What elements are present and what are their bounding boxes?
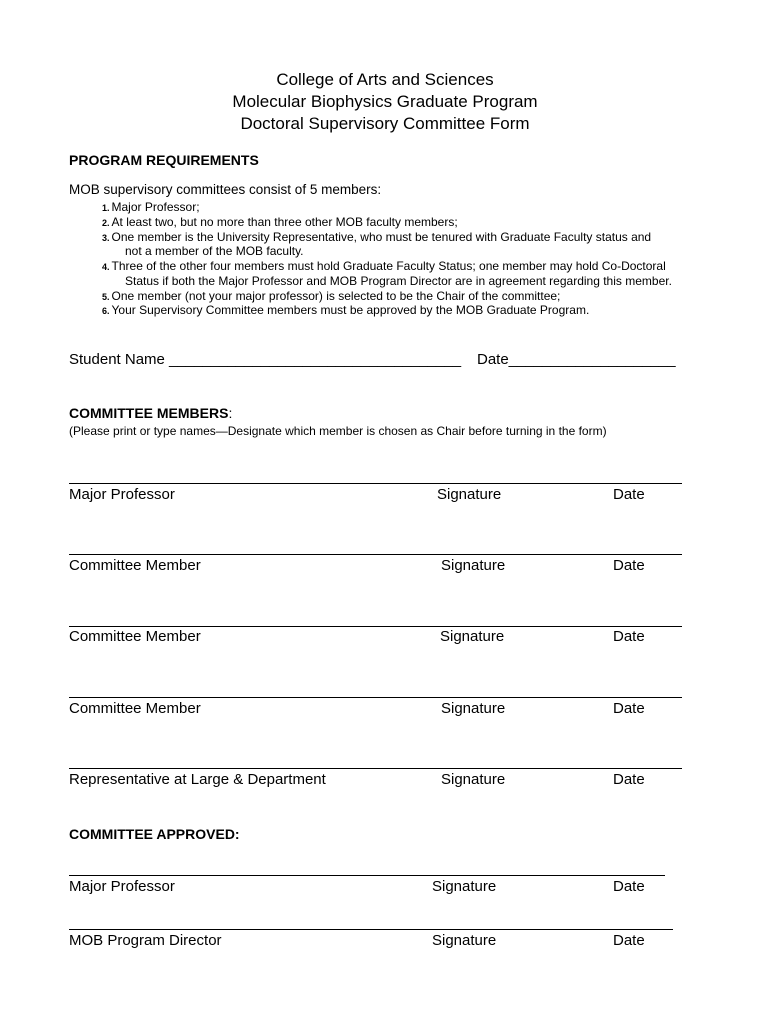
requirement-number: 1.	[102, 203, 110, 213]
committee-members-heading-colon: :	[228, 405, 233, 421]
requirement-number: 3.	[102, 233, 110, 243]
approved-row-date: Date	[613, 932, 645, 949]
requirement-continuation: not a member of the MOB faculty.	[125, 244, 304, 258]
committee-row-label: Major Professor	[69, 486, 175, 503]
requirement-item	[102, 259, 666, 273]
signature-line[interactable]	[69, 626, 682, 627]
program-requirements-heading: PROGRAM REQUIREMENTS	[69, 152, 259, 168]
signature-line[interactable]	[69, 697, 682, 698]
committee-row-signature: Signature	[441, 771, 506, 788]
committee-row-signature: Signature	[440, 628, 505, 645]
committee-row-label: Representative at Large & Department	[69, 771, 326, 788]
approved-row-date: Date	[613, 878, 645, 895]
requirement-text: One member is the University Representative, who must be tenured with Graduate Faculty status and	[111, 230, 652, 244]
committee-instructions: (Please print or type names—Designate which member is chosen as Chair before turning in the form)	[69, 424, 607, 438]
committee-approved-heading: COMMITTEE APPROVED:	[69, 826, 240, 842]
approved-row-signature: Signature	[432, 932, 497, 949]
signature-line[interactable]	[69, 768, 682, 769]
signature-line[interactable]	[69, 554, 682, 555]
requirement-text: One member (not your major professor) is selected to be the Chair of the committee;	[111, 289, 561, 303]
signature-line[interactable]	[69, 929, 673, 930]
signature-line[interactable]	[69, 875, 665, 876]
requirement-item	[102, 230, 651, 244]
approved-row-label: MOB Program Director	[69, 932, 222, 949]
approved-row-label: Major Professor	[69, 878, 175, 895]
signature-line[interactable]	[69, 483, 682, 484]
requirement-text: Your Supervisory Committee members must be approved by the MOB Graduate Program.	[111, 303, 590, 317]
committee-row-date: Date	[613, 771, 645, 788]
header-program: Molecular Biophysics Graduate Program	[232, 92, 538, 111]
requirement-number: 6.	[102, 306, 110, 316]
committee-members-heading-text: COMMITTEE MEMBERS	[69, 405, 229, 421]
student-date-field[interactable]: Date____________________	[477, 351, 676, 368]
committee-row-signature: Signature	[437, 486, 502, 503]
committee-row-date: Date	[613, 486, 645, 503]
committee-row-label: Committee Member	[69, 700, 201, 717]
requirement-item	[102, 303, 589, 317]
committee-row-label: Committee Member	[69, 628, 201, 645]
committee-row-label: Committee Member	[69, 557, 201, 574]
requirement-item	[102, 200, 200, 214]
committee-row-signature: Signature	[441, 700, 506, 717]
approved-row-signature: Signature	[432, 878, 497, 895]
committee-row-date: Date	[613, 700, 645, 717]
requirements-intro: MOB supervisory committees consist of 5 members:	[69, 182, 382, 197]
requirement-item	[102, 289, 560, 303]
committee-row-date: Date	[613, 557, 645, 574]
committee-members-heading	[69, 405, 232, 421]
header-form-title: Doctoral Supervisory Committee Form	[240, 114, 530, 133]
requirement-text: Three of the other four members must hold Graduate Faculty Status; one member may hold Co-Doctoral	[111, 259, 666, 273]
requirement-text: At least two, but no more than three other MOB faculty members;	[111, 215, 458, 229]
requirement-number: 4.	[102, 262, 110, 272]
requirement-continuation: Status if both the Major Professor and MOB Program Director are in agreement regarding this member.	[125, 274, 672, 288]
requirement-number: 5.	[102, 292, 110, 302]
requirement-text: Major Professor;	[111, 200, 200, 214]
committee-row-date: Date	[613, 628, 645, 645]
student-name-field[interactable]: Student Name ___________________________________	[69, 351, 462, 368]
requirement-item	[102, 215, 458, 229]
committee-row-signature: Signature	[441, 557, 506, 574]
header-college: College of Arts and Sciences	[276, 70, 494, 89]
requirement-number: 2.	[102, 218, 110, 228]
